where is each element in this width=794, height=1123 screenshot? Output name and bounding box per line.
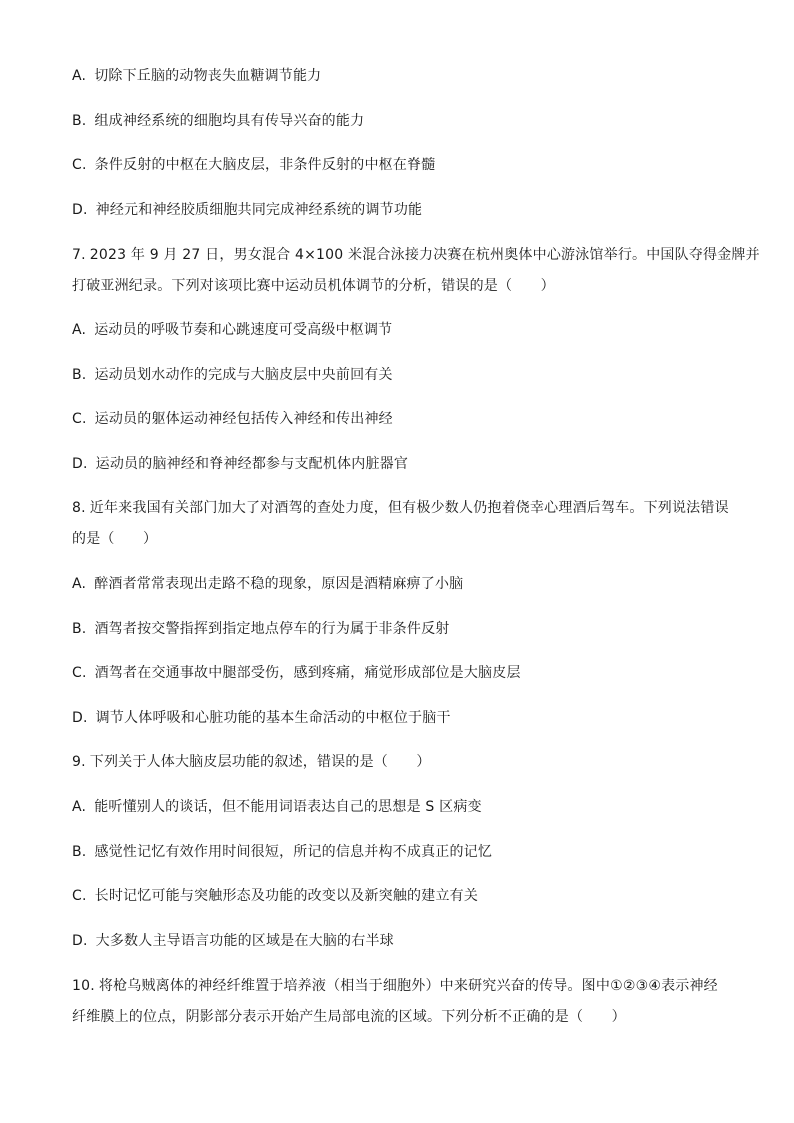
option-text: 感觉性记忆有效作用时间很短，所记的信息并构不成真正的记忆 xyxy=(94,844,493,860)
question-stem-text: 将枪乌贼离体的神经纤维置于培养液（相当于细胞外）中来研究兴奋的传导。图中①②③④表示神经 xyxy=(98,978,718,994)
option-7c xyxy=(72,409,732,429)
question-8-stem-line-2 xyxy=(72,529,732,549)
option-text: 调节人体呼吸和心脏功能的基本生命活动的中枢位于脑干 xyxy=(95,710,451,726)
option-label: D. xyxy=(72,710,88,726)
option-label: B. xyxy=(72,844,87,860)
question-number: 8. xyxy=(72,500,86,516)
question-7-stem-line-1 xyxy=(72,245,760,265)
question-stem-text: 打破亚洲纪录。下列对该项比赛中运动员机体调节的分析，错误的是（ ） xyxy=(72,278,555,294)
question-8-stem-line-1 xyxy=(72,498,732,518)
option-8b xyxy=(72,619,732,639)
option-text: 运动员的脑神经和脊神经都参与支配机体内脏器官 xyxy=(95,456,409,472)
question-9-stem-line-1 xyxy=(72,752,732,772)
option-text: 组成神经系统的细胞均具有传导兴奋的能力 xyxy=(94,113,365,129)
option-text: 能听懂别人的谈话，但不能用词语表达自己的思想是 S 区病变 xyxy=(94,799,482,815)
option-text: 切除下丘脑的动物丧失血糖调节能力 xyxy=(94,68,322,84)
option-9a xyxy=(72,797,732,817)
option-label: D. xyxy=(72,456,88,472)
option-label: C. xyxy=(72,411,87,427)
option-8c xyxy=(72,663,732,683)
option-text: 运动员的躯体运动神经包括传入神经和传出神经 xyxy=(94,411,393,427)
option-9c xyxy=(72,886,732,906)
option-6a xyxy=(72,66,732,86)
option-7a xyxy=(72,320,732,340)
option-text: 大多数人主导语言功能的区域是在大脑的右半球 xyxy=(95,933,394,949)
question-stem-text: 的是（ ） xyxy=(72,531,158,547)
option-text: 酒驾者按交警指挥到指定地点停车的行为属于非条件反射 xyxy=(94,621,450,637)
question-10-stem-line-1 xyxy=(72,976,732,996)
option-9d xyxy=(72,931,732,951)
option-label: A. xyxy=(72,322,87,338)
option-label: A. xyxy=(72,799,87,815)
option-label: D. xyxy=(72,933,88,949)
option-label: C. xyxy=(72,157,87,173)
question-number: 10. xyxy=(72,978,95,994)
option-label: C. xyxy=(72,665,87,681)
option-text: 醉酒者常常表现出走路不稳的现象，原因是酒精麻痹了小脑 xyxy=(94,576,464,592)
option-7d xyxy=(72,454,732,474)
option-6b xyxy=(72,111,732,131)
question-number: 9. xyxy=(72,754,86,770)
question-stem-text: 近年来我国有关部门加大了对酒驾的查处力度，但有极少数人仍抱着侥幸心理酒后驾车。下列说法错误 xyxy=(89,500,729,516)
option-7b xyxy=(72,365,732,385)
option-8d xyxy=(72,708,732,728)
question-10-stem-line-2 xyxy=(72,1007,732,1027)
option-8a xyxy=(72,574,732,594)
option-label: C. xyxy=(72,888,87,904)
option-label: B. xyxy=(72,367,87,383)
option-text: 神经元和神经胶质细胞共同完成神经系统的调节功能 xyxy=(95,202,423,218)
option-label: D. xyxy=(72,202,88,218)
question-number: 7. xyxy=(72,247,86,263)
option-text: 长时记忆可能与突触形态及功能的改变以及新突触的建立有关 xyxy=(94,888,479,904)
question-stem-text: 2023 年 9 月 27 日，男女混合 4×100 米混合泳接力决赛在杭州奥体中心游泳馆举行。中国队夺得金牌并 xyxy=(89,247,760,263)
question-stem-text: 纤维膜上的位点，阴影部分表示开始产生局部电流的区域。下列分析不正确的是（ ） xyxy=(72,1009,626,1025)
question-stem-text: 下列关于人体大脑皮层功能的叙述，错误的是（ ） xyxy=(89,754,431,770)
option-label: A. xyxy=(72,576,87,592)
option-text: 运动员划水动作的完成与大脑皮层中央前回有关 xyxy=(94,367,393,383)
option-9b xyxy=(72,842,732,862)
option-text: 条件反射的中枢在大脑皮层，非条件反射的中枢在脊髓 xyxy=(94,157,436,173)
option-6c xyxy=(72,155,732,175)
option-label: B. xyxy=(72,621,87,637)
option-6d xyxy=(72,200,732,220)
question-7-stem-line-2 xyxy=(72,276,732,296)
option-text: 酒驾者在交通事故中腿部受伤，感到疼痛，痛觉形成部位是大脑皮层 xyxy=(94,665,521,681)
option-text: 运动员的呼吸节奏和心跳速度可受高级中枢调节 xyxy=(94,322,393,338)
option-label: A. xyxy=(72,68,87,84)
option-label: B. xyxy=(72,113,87,129)
